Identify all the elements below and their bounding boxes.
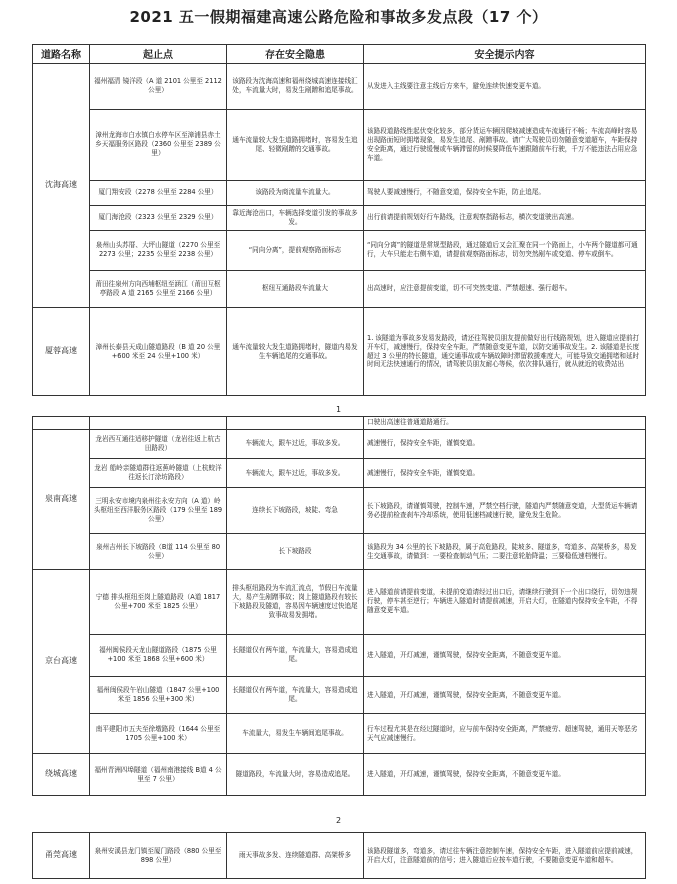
tip-cell: 该路段为 34 公里的长下坡路段，属于高危路段，陡坡多、隧道多，弯道多、高架桥多，易发生交通事故，请做到：一要检查制动气压；二要注意轮胎降温；三要稳低速档慢行。 bbox=[364, 534, 646, 570]
tip-cell: 进入隧道前请提前变道，未提前变道请经过出口后，请继续行驶到下一个出口绕行，切勿违规行驶，停车甚至逆行；车辆进入隧道时请提前减速，开启大灯，在隧道内保持安全车距，不得随意变更车道。 bbox=[364, 569, 646, 634]
road-name: 绕城高速 bbox=[33, 754, 90, 796]
location-cell: 福州闽侯段午岩山隧道（1847 公里+100 米至 1856 公里+300 米） bbox=[90, 676, 227, 714]
location-cell: 泉州安溪县龙门镇至厦门路段（880 公里至 898 公里） bbox=[90, 833, 227, 879]
tip-cell: 出高速时，应注意提前变道，切不可突然变道、严禁超速、强行超车。 bbox=[364, 270, 646, 308]
hazard-cell: 车流量大，易发生车辆间追尾事故。 bbox=[227, 714, 364, 754]
location-cell: 厦门海沧段（2323 公里至 2329 公里） bbox=[90, 205, 227, 230]
tip-cell: 从发进入主线要注意主线后方来车，避免连续快速变更车道。 bbox=[364, 63, 646, 109]
hazard-cell: 通车流量较大发生道路拥堵时，容易发生追尾、轻微剐蹭的交通事故。 bbox=[227, 109, 364, 180]
table-header-row bbox=[33, 45, 646, 64]
location-cell: 厦门翔安段（2278 公里至 2284 公里） bbox=[90, 180, 227, 205]
road-name bbox=[33, 417, 90, 430]
hazard-cell: 车辆流大，跟车过近，事故多发。 bbox=[227, 429, 364, 458]
table-row bbox=[33, 180, 646, 205]
table-row bbox=[33, 569, 646, 634]
table-row bbox=[33, 429, 646, 458]
tip-cell: 出行前请提前规划好行车路线，注意观察指路标志，横次变道驶出高速。 bbox=[364, 205, 646, 230]
hazard-cell: 枢纽互通路段车流量大 bbox=[227, 270, 364, 308]
location-cell: 南平建阳市五夫至徐墩路段（1644 公里至 1705 公里+100 米） bbox=[90, 714, 227, 754]
page-number: 1 bbox=[335, 405, 342, 414]
road-name: 泉南高速 bbox=[33, 429, 90, 569]
location-cell bbox=[90, 417, 227, 430]
location-cell: 泉州山头苏厝、大坪山隧道（2270 公里至 2273 公里；2235 公里至 2238 公里） bbox=[90, 230, 227, 270]
table-row bbox=[33, 63, 646, 109]
header-location: 起止点 bbox=[90, 45, 227, 64]
tip-cell: “同向分离”的隧道是常规型路段，通过隧道后又会汇聚在同一个路面上，小车两个隧道都可通行，大车只能走右侧车道，请提前观察路面标志，切勿突然剐车或变道、停车或倒车。 bbox=[364, 230, 646, 270]
hazard-cell: 车辆流大，跟车过近，事故多发。 bbox=[227, 458, 364, 487]
table-row bbox=[33, 488, 646, 534]
tip-cell: 驾驶人要减速慢行，不随意变道，保持安全车距，防止追尾。 bbox=[364, 180, 646, 205]
table-row bbox=[33, 534, 646, 570]
tip-cell: 减速慢行，保持安全车距，谨慎变道。 bbox=[364, 458, 646, 487]
table-row bbox=[33, 833, 646, 879]
location-cell: 宁德 排头枢纽至岗上隧道路段（A道 1817 公里+700 米至 1825 公里） bbox=[90, 569, 227, 634]
table-row bbox=[33, 417, 646, 430]
tip-cell: 减速慢行，保持安全车距，谨慎变道。 bbox=[364, 429, 646, 458]
document-title: 2021 五一假期福建高速公路危险和事故多发点段（17 个） bbox=[129, 8, 548, 26]
location-cell: 漳州长泰县天成山隧道路段（B 道 20 公里+600 米至 24 公里+100 米） bbox=[90, 308, 227, 396]
table-row bbox=[33, 676, 646, 714]
tip-cell: 行车过程尤其是在经过隧道时，应与前车保持安全距离，严禁疲劳、超速驾驶，通用天等恶劣天气应减速慢行。 bbox=[364, 714, 646, 754]
table-row bbox=[33, 109, 646, 180]
hazard-cell: 靠近海沧出口，车辆选择变道引发的事故多发。 bbox=[227, 205, 364, 230]
location-cell: 莆田往泉州方向西埔枢纽至涵江（莆田互枢亭路段 A 道 2165 公里至 2166 公里） bbox=[90, 270, 227, 308]
tip-cell: 该路段道路线性起伏变化较多，部分货运车辆因爬坡减速造成车流通行不畅；车流高峰时容易出现路面短时拥堵现象，易发生追尾、剐蹭事故。请广大驾驶员切勿随意变道超车，车距保持安全距离，通过行驶缓慢或车辆滞留的时候要降低车速跟随前车行驶，千万不能违法占用应急车道。 bbox=[364, 109, 646, 180]
location-cell: 福州福清 镜洋段（A 道 2101 公里至 2112 公里） bbox=[90, 63, 227, 109]
hazard-cell: 该路段为商流量车流量大。 bbox=[227, 180, 364, 205]
hazard-cell: 长下坡路段 bbox=[227, 534, 364, 570]
hazard-cell: 排头枢纽路段为车流汇流点，节假日车流量大，易产生剐蹭事故；岗上隧道路段有较长下坡路段及隧道，容易因车辆速度过快追尾致事故易发拥堵。 bbox=[227, 569, 364, 634]
header-hazard: 存在安全隐患 bbox=[227, 45, 364, 64]
tip-cell: 1. 该隧道为事故多发易发路段，请还往驾驶员朋友提前做好出行线路规划，进入隧道应提前打开车灯，减速慢行，保持安全车距，严禁随意变更车道，以防交通事故发生。2. 该隧道是长度超过 3 公里的特长隧道，通交通事故或车辆故障时滞留救援难度大，可能导致交通拥堵和延时时间无法快速通行的情况，请驾驶员朋友耐心等候，依次排队通行，就从就近的收费站出 bbox=[364, 308, 646, 396]
hazard-cell bbox=[227, 417, 364, 430]
hazard-cell: 雨天事故多发、连续隧道群、高架桥多 bbox=[227, 833, 364, 879]
tip-cell: 该路段隧道多，弯道多，请过往车辆注意控制车速，保持安全车距，进入隧道前应提前减速，开启大灯，注意隧道前的信号；进入隧道后应按车道行驶，不要随意变更车道和超车。 bbox=[364, 833, 646, 879]
location-cell: 福州青洲四埠隧道（福州南港接线 B道 4 公里至 7 公里） bbox=[90, 754, 227, 796]
table-row bbox=[33, 308, 646, 396]
hazard-cell: 长隧道仅有两车道，车流量大，容易造成追尾。 bbox=[227, 676, 364, 714]
road-name: 甬莞高速 bbox=[33, 833, 90, 879]
hazard-cell: 隧道路段，车流量大时，容易造成追尾。 bbox=[227, 754, 364, 796]
table-row bbox=[33, 754, 646, 796]
road-name: 沈海高速 bbox=[33, 63, 90, 307]
hazard-cell: 长隧道仅有两车道，车流量大，容易造成追尾。 bbox=[227, 634, 364, 676]
header-road: 道路名称 bbox=[33, 45, 90, 64]
table-row bbox=[33, 230, 646, 270]
location-cell: 三明永安市境内泉州往永安方向（A 道）岭头枢纽至西洋服务区路段（179 公里至 189 公里） bbox=[90, 488, 227, 534]
hazard-cell: 该路段为沈海高速和福州绕城高速连接线汇处，车流量大时，易发生剐蹭和追尾事故。 bbox=[227, 63, 364, 109]
hazard-cell: 连续长下坡路段，坡陡、弯急 bbox=[227, 488, 364, 534]
table-row bbox=[33, 634, 646, 676]
hazard-cell: “同向分离”，提前观察路面标志 bbox=[227, 230, 364, 270]
table-row bbox=[33, 458, 646, 487]
location-cell: 龙岩西互通往适移护隧道（龙岩往返上杭古田路段） bbox=[90, 429, 227, 458]
header-tips: 安全提示内容 bbox=[364, 45, 646, 64]
table-row bbox=[33, 714, 646, 754]
location-cell: 福州闽侯段天龙山隧道路段（1875 公里+100 米至 1868 公里+600 米） bbox=[90, 634, 227, 676]
hazard-cell: 通车流量较大发生道路拥堵时，隧道内易发生车辆追尾的交通事故。 bbox=[227, 308, 364, 396]
tip-cell: 进入隧道，开灯减速，谨慎驾驶，保持安全距离，不随意变更车道。 bbox=[364, 634, 646, 676]
location-cell: 泉州吉州长下坡路段（B道 114 公里至 80 公里） bbox=[90, 534, 227, 570]
hazard-table-page2 bbox=[32, 416, 646, 796]
table-row bbox=[33, 205, 646, 230]
page-number: 2 bbox=[335, 816, 342, 825]
tip-cell: 进入隧道，开灯减速，谨慎驾驶，保持安全距离，不随意变更车道。 bbox=[364, 754, 646, 796]
road-name: 京台高速 bbox=[33, 569, 90, 753]
tip-cell: 口驶出高速往普通道路通行。 bbox=[364, 417, 646, 430]
hazard-table-page1 bbox=[32, 44, 646, 396]
tip-cell: 进入隧道，开灯减速，谨慎驾驶，保持安全距离，不随意变更车道。 bbox=[364, 676, 646, 714]
location-cell: 漳州龙海市白水镇白水停车区至漳浦县赤土乡天福服务区路段（2360 公里至 2389 公里） bbox=[90, 109, 227, 180]
location-cell: 龙岩 船岭亲隧道群往返蕉岭隧道（上杭蛟洋往返长汀涂坊路段） bbox=[90, 458, 227, 487]
tip-cell: 长下坡路段，请谨慎驾驶，控制车速，严禁空档行驶，隧道内严禁随意变道，大型货运车辆请务必提前检查刹车冷却系统，使用低速档减速行驶，避免发生危险。 bbox=[364, 488, 646, 534]
hazard-table-page3 bbox=[32, 832, 646, 879]
road-name: 厦蓉高速 bbox=[33, 308, 90, 396]
table-row bbox=[33, 270, 646, 308]
